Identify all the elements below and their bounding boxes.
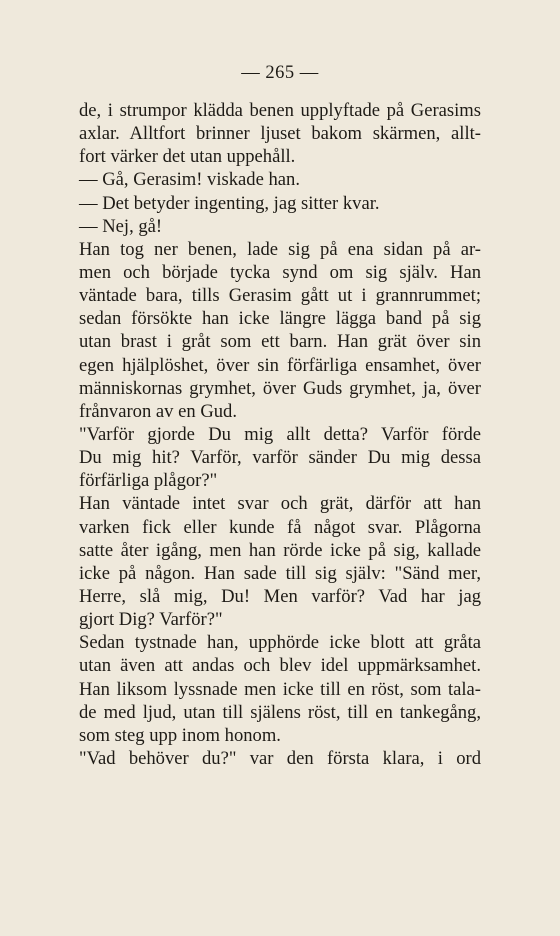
text-line: de med ljud, utan till själens röst, till en tankegång,	[79, 701, 481, 723]
text-line: varken fick eller kunde få något svar. Plågorna	[79, 516, 481, 538]
text-line: — Det betyder ingenting, jag sitter kvar.	[79, 192, 380, 214]
text-line: människornas grymhet, över Guds grymhet, ja, över	[79, 377, 481, 399]
text-line: Han tog ner benen, lade sig på ena sidan på ar-	[79, 238, 481, 260]
text-line: gjort Dig? Varför?"	[79, 609, 223, 631]
text-line: axlar. Alltfort brinner ljuset bakom skärmen, allt-	[79, 123, 481, 145]
body-text	[79, 99, 481, 770]
text-line: de, i strumpor klädda benen upplyftade på Gerasims	[79, 100, 481, 121]
text-line: förfärliga plågor?"	[79, 470, 218, 492]
text-line: Han väntade intet svar och grät, därför att han	[79, 493, 481, 515]
text-line: sedan försökte han icke längre lägga band på sig	[79, 308, 481, 330]
text-line: "Vad behöver du?" var den första klara, i ord	[79, 747, 481, 769]
text-line: fort värker det utan uppehåll.	[79, 146, 296, 168]
text-line: som steg upp inom honom.	[79, 724, 281, 746]
text-line: "Varför gjorde Du mig allt detta? Varför förde	[79, 423, 481, 445]
text-line: frånvaron av en Gud.	[79, 400, 237, 422]
text-line: utan även att andas och blev idel uppmärksamhet.	[79, 655, 481, 677]
text-line: icke på någon. Han sade till sig själv: "Sänd mer,	[79, 562, 481, 584]
text-line: satte åter igång, men han rörde icke på sig, kallade	[79, 539, 481, 561]
text-line: — Nej, gå!	[79, 215, 163, 237]
text-line: väntade bara, tills Gerasim gått ut i grannrummet;	[79, 285, 481, 307]
text-line: — Gå, Gerasim! viskade han.	[79, 169, 300, 191]
text-line: men och började tycka synd om sig själv. Han	[79, 261, 481, 283]
text-line: egen hjälplöshet, över sin förfärliga ensamhet, över	[79, 354, 481, 376]
text-line: utan brast i gråt som ett barn. Han grät över sin	[79, 331, 481, 353]
text-line: Herre, slå mig, Du! Men varför? Vad har jag	[79, 585, 481, 607]
text-line: Du mig hit? Varför, varför sänder Du mig dessa	[79, 447, 481, 469]
text-line: Han liksom lyssnade men icke till en röst, som tala-	[79, 678, 481, 700]
text-line: Sedan tystnade han, upphörde icke blott att gråta	[79, 632, 481, 654]
page-number: — 265 —	[241, 63, 319, 83]
